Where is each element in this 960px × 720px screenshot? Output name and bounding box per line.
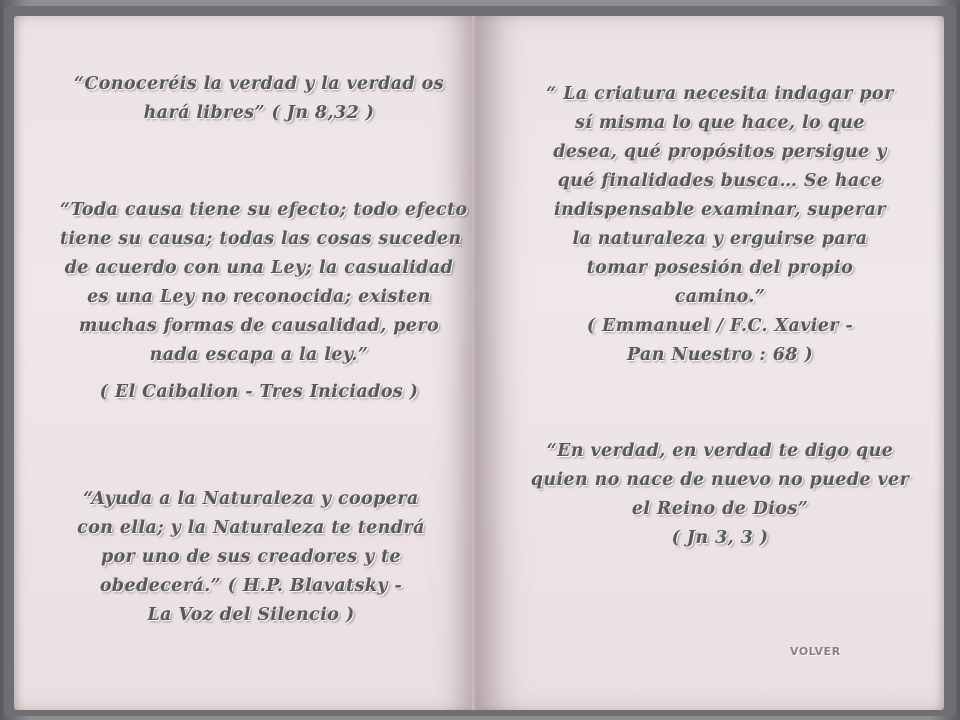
quote-line: nada escapa a la ley.” <box>149 345 369 365</box>
quote-line: tomar posesión del propio <box>586 258 854 278</box>
quote-line: “Conoceréis la verdad y la verdad os <box>74 74 444 94</box>
quote-citation: ( Jn 3, 3 ) <box>671 528 769 548</box>
quote-line: tiene su causa; todas las cosas suceden <box>60 229 462 249</box>
quote-line: La Voz del Silencio ) <box>147 605 355 625</box>
quote-line: indispensable examinar, superar <box>554 200 886 220</box>
quote-line: por uno de sus creadores y te <box>100 547 402 567</box>
quote-line: la naturaleza y erguirse para <box>572 229 868 249</box>
quote-line: sí misma lo que hace, lo que <box>575 113 865 133</box>
quote-citation: ( El Caibalion - Tres Iniciados ) <box>99 382 419 402</box>
quote-line: “Toda causa tiene su efecto; todo efecto <box>60 200 468 220</box>
quote-line: de acuerdo con una Ley; la casualidad <box>64 258 454 278</box>
quote-blavatsky <box>66 485 436 630</box>
quote-caibalion <box>60 196 468 407</box>
quote-citation: Pan Nuestro : 68 ) <box>626 345 814 365</box>
quote-john-8-32 <box>60 70 458 128</box>
quote-line: el Reino de Dios” <box>631 499 809 519</box>
quote-line: “Ayuda a la Naturaleza y coopera <box>83 489 419 509</box>
quote-line: “En verdad, en verdad te digo que <box>546 441 894 461</box>
quote-line: “ La criatura necesita indagar por <box>546 84 894 104</box>
quote-line: qué finalidades busca… Se hace <box>557 171 883 191</box>
quote-line: camino.” <box>674 287 766 307</box>
quote-line: hará libres” ( Jn 8,32 ) <box>143 103 375 123</box>
volver-link[interactable]: VOLVER <box>790 645 841 658</box>
quote-line: es una Ley no reconocida; existen <box>87 287 431 307</box>
quote-line: obedecerá.” ( H.P. Blavatsky - <box>99 576 403 596</box>
quote-emmanuel <box>530 80 910 370</box>
quote-line: desea, qué propósitos persigue y <box>553 142 887 162</box>
quote-line: muchas formas de causalidad, pero <box>78 316 440 336</box>
quote-line: con ella; y la Naturaleza te tendrá <box>77 518 425 538</box>
quote-line: quien no nace de nuevo no puede ver <box>530 470 910 490</box>
quote-john-3-3 <box>530 437 910 553</box>
quote-citation: ( Emmanuel / F.C. Xavier - <box>586 316 854 336</box>
